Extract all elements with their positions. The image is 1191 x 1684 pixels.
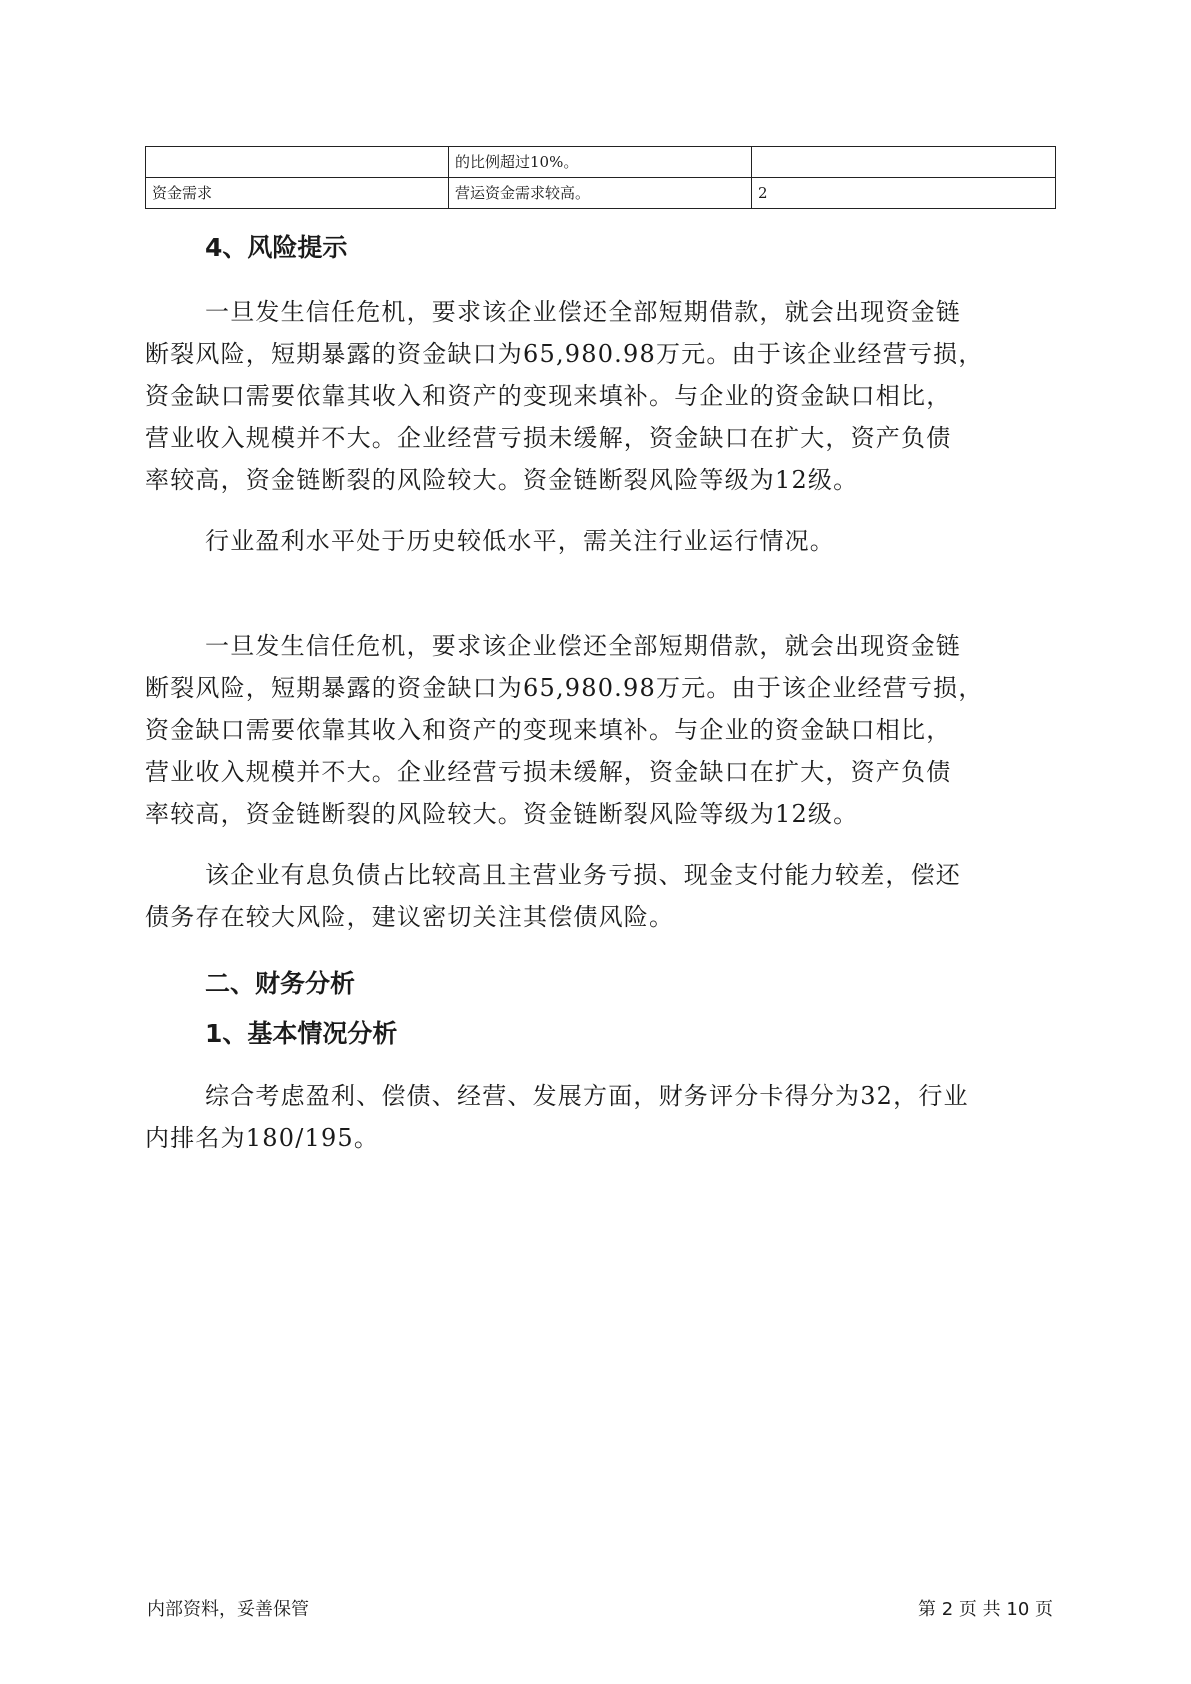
table-row [146, 147, 1056, 178]
basic-analysis-heading: 1、基本情况分析 [205, 1019, 398, 1048]
paragraph-line: 资金缺口需要依靠其收入和资产的变现来填补。与企业的资金缺口相比， [145, 382, 952, 410]
paragraph-line: 内排名为180/195。 [145, 1124, 380, 1152]
table-cell: 2 [752, 178, 1056, 209]
paragraph-line: 率较高，资金链断裂的风险较大。资金链断裂风险等级为12级。 [145, 800, 859, 828]
risk-table [145, 146, 1056, 209]
finance-heading: 二、财务分析 [205, 969, 356, 998]
paragraph-line: 一旦发生信任危机，要求该企业偿还全部短期借款，就会出现资金链 [205, 298, 961, 326]
paragraph-line: 综合考虑盈利、偿债、经营、发展方面，财务评分卡得分为32，行业 [205, 1082, 969, 1110]
paragraph-line: 断裂风险，短期暴露的资金缺口为65,980.98万元。由于该企业经营亏损， [145, 340, 984, 368]
table-cell [146, 147, 449, 178]
paragraph-line: 该企业有息负债占比较高且主营业务亏损、现金支付能力较差，偿还 [205, 861, 961, 889]
finance-paragraph-1 [145, 1075, 1049, 1159]
risk-heading: 4、风险提示 [205, 233, 348, 262]
risk-paragraph-2 [145, 520, 1049, 562]
paragraph-line: 营业收入规模并不大。企业经营亏损未缓解，资金缺口在扩大，资产负债 [145, 424, 952, 452]
table-cell [752, 147, 1056, 178]
risk-paragraph-3 [145, 625, 1049, 835]
paragraph-line: 率较高，资金链断裂的风险较大。资金链断裂风险等级为12级。 [145, 466, 859, 494]
paragraph-line: 行业盈利水平处于历史较低水平，需关注行业运行情况。 [205, 527, 835, 555]
risk-paragraph-1 [145, 291, 1049, 501]
paragraph-line: 一旦发生信任危机，要求该企业偿还全部短期借款，就会出现资金链 [205, 632, 961, 660]
paragraph-line: 资金缺口需要依靠其收入和资产的变现来填补。与企业的资金缺口相比， [145, 716, 952, 744]
paragraph-line: 断裂风险，短期暴露的资金缺口为65,980.98万元。由于该企业经营亏损， [145, 674, 984, 702]
paragraph-line: 债务存在较大风险，建议密切关注其偿债风险。 [145, 903, 675, 931]
table-cell: 营运资金需求较高。 [449, 178, 752, 209]
footer-page-number: 第 2 页 共 10 页 [918, 1599, 1053, 1620]
footer-confidential: 内部资料，妥善保管 [147, 1599, 309, 1620]
paragraph-line: 营业收入规模并不大。企业经营亏损未缓解，资金缺口在扩大，资产负债 [145, 758, 952, 786]
table-row [146, 178, 1056, 209]
risk-paragraph-4 [145, 854, 1049, 938]
table-cell: 的比例超过10%。 [449, 147, 752, 178]
table-cell: 资金需求 [146, 178, 449, 209]
